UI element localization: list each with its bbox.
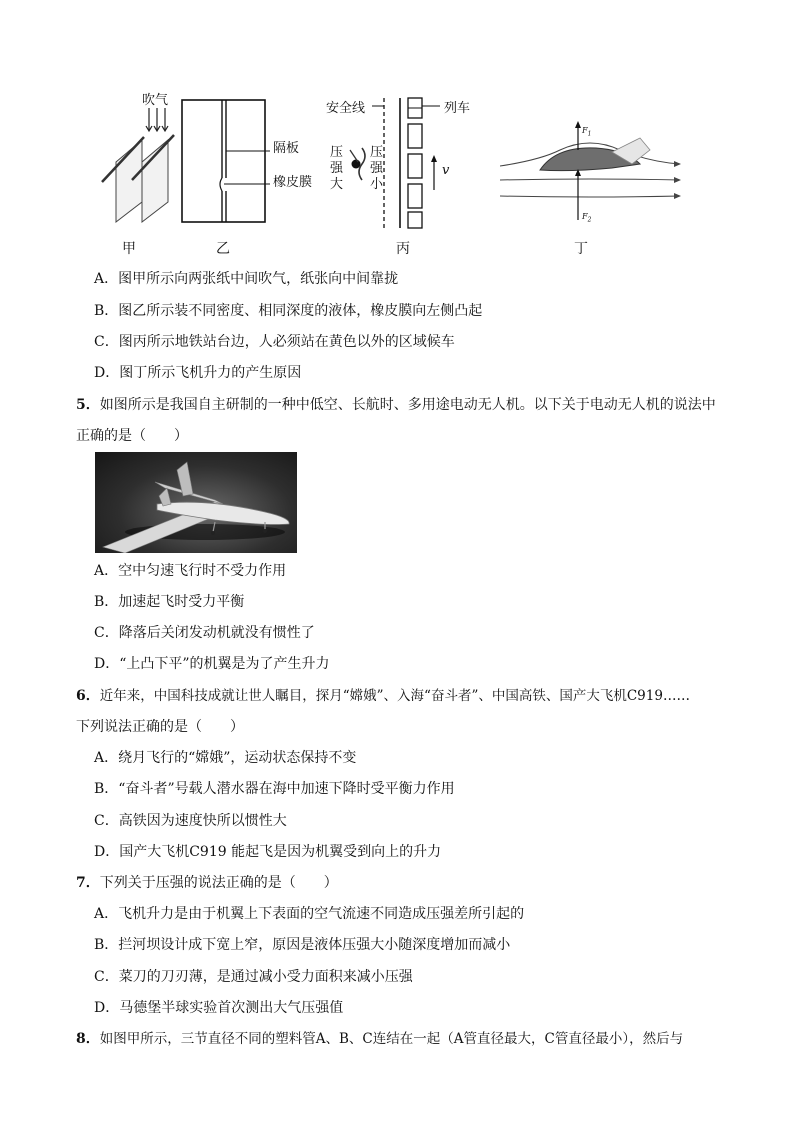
q4-option-d: D．图丁所示飞机升力的产生原因	[94, 365, 302, 381]
q5-number: 5．	[76, 397, 100, 413]
caption-jia: 甲	[122, 241, 136, 257]
q5-stem-text: 如图所示是我国自主研制的一种中低空、长航时、多用途电动无人机。以下关于电动无人机的说法中	[99, 397, 716, 413]
caption-yi: 乙	[216, 241, 230, 257]
q7-option-b: B．拦河坝设计成下宽上窄，原因是液体压强大小随深度增加而减小	[94, 937, 511, 953]
q6-stem-line2: 下列说法正确的是（ ）	[76, 719, 244, 735]
force-f1-symbol: F	[582, 126, 588, 135]
low-pressure-label-3: 小	[370, 177, 384, 192]
container-partition-diagram	[180, 96, 320, 226]
q6-number: 6．	[76, 688, 100, 704]
caption-bing: 丙	[396, 241, 410, 257]
high-pressure-label-3: 大	[330, 177, 344, 192]
train-label: 列车	[444, 101, 471, 116]
blow-label: 吹气	[142, 93, 169, 108]
q6-option-d: D．国产大飞机C919 能起飞是因为机翼受到向上的升力	[94, 844, 442, 860]
q6-stem-line1	[76, 687, 690, 705]
q4-option-b: B．图乙所示装不同密度、相同深度的液体，橡皮膜向左侧凸起	[94, 303, 483, 319]
q5-option-b: B．加速起飞时受力平衡	[94, 594, 245, 610]
force-f2-subscript: 2	[587, 216, 592, 224]
caption-ding: 丁	[574, 241, 588, 257]
high-pressure-label-2: 强	[330, 161, 344, 176]
q7-option-c: C．菜刀的刀刃薄，是通过减小受力面积来减小压强	[94, 969, 413, 985]
force-f1-label	[582, 126, 591, 138]
force-f1-subscript: 1	[587, 130, 592, 138]
q7-option-d: D．马德堡半球实验首次测出大气压强值	[94, 1000, 344, 1016]
q4-option-a: A．图甲所示向两张纸中间吹气，纸张向中间靠拢	[94, 271, 399, 287]
q5-option-d: D．“上凸下平”的机翼是为了产生升力	[94, 656, 330, 672]
q5-stem-line2: 正确的是（ ）	[76, 428, 188, 444]
velocity-label: v	[442, 163, 450, 178]
force-f2-symbol: F	[582, 212, 588, 221]
figure-yi	[180, 96, 320, 262]
q8-stem-text: 如图甲所示，三节直径不同的塑料管A、B、C连结在一起（A管直径最大，C管直径最小），然后与	[99, 1031, 684, 1047]
q5-option-a: A．空中匀速飞行时不受力作用	[94, 563, 287, 579]
high-pressure-label-1: 压	[330, 145, 344, 160]
blowing-paper-diagram	[96, 92, 186, 262]
q5-option-c: C．降落后关闭发动机就没有惯性了	[94, 625, 315, 641]
q6-stem-text: 近年来，中国科技成就让世人瞩目，探月“嫦娥”、入海“奋斗者”、中国高铁、国产大飞机C919……	[99, 688, 690, 704]
q6-option-b: B．“奋斗者”号载人潜水器在海中加速下降时受平衡力作用	[94, 781, 455, 797]
safety-line-label: 安全线	[326, 101, 366, 116]
q7-number: 7．	[76, 875, 100, 891]
airfoil-lift-diagram	[500, 120, 690, 230]
q7-stem-text: 下列关于压强的说法正确的是（ ）	[99, 875, 338, 891]
figure-jia	[96, 92, 186, 262]
q6-option-c: C．高铁因为速度快所以惯性大	[94, 813, 287, 829]
q4-option-c: C．图丙所示地铁站台边，人必须站在黄色以外的区域候车	[94, 334, 455, 350]
force-f2-label	[582, 212, 591, 224]
q8-number: 8．	[76, 1031, 100, 1047]
q7-stem	[76, 874, 338, 892]
low-pressure-label-2: 强	[370, 161, 384, 176]
low-pressure-label-1: 压	[370, 145, 384, 160]
drone-photo	[95, 452, 297, 553]
partition-label: 隔板	[273, 141, 300, 156]
membrane-label: 橡皮膜	[273, 175, 313, 190]
figure-ding	[500, 120, 690, 262]
figure-bing	[322, 92, 492, 262]
q6-option-a: A．绕月飞行的“嫦娥”，运动状态保持不变	[94, 750, 357, 766]
q7-option-a: A．飞机升力是由于机翼上下表面的空气流速不同造成压强差所引起的	[94, 906, 525, 922]
q8-stem	[76, 1030, 683, 1048]
q5-stem-line1	[76, 396, 716, 414]
